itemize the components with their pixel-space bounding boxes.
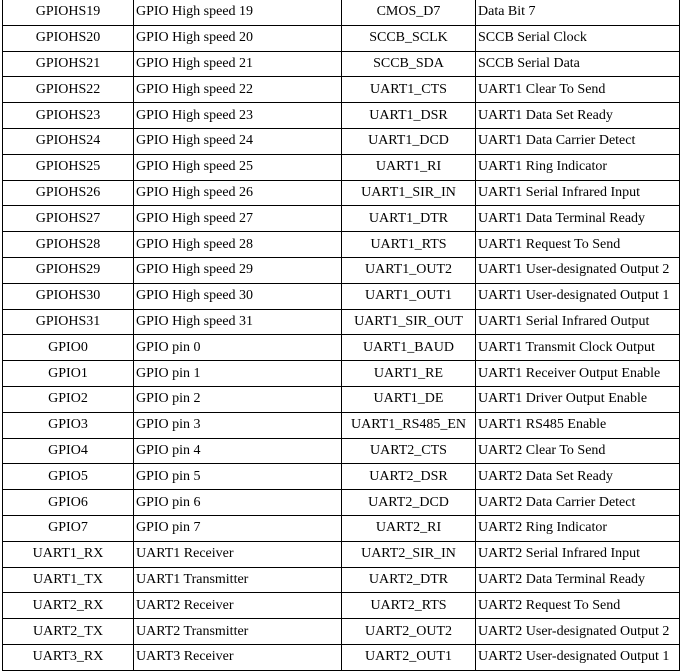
function-name-cell: UART2_TX: [3, 619, 134, 645]
function-description-cell: UART1 Clear To Send: [476, 77, 680, 103]
function-name-cell: UART1_RI: [342, 154, 476, 180]
function-description-cell: GPIO High speed 26: [134, 180, 342, 206]
function-description-cell: UART1 User-designated Output 1: [476, 283, 680, 309]
function-name-cell: UART2_DCD: [342, 490, 476, 516]
function-name-cell: UART1_RS485_EN: [342, 412, 476, 438]
function-name-cell: UART1_DTR: [342, 206, 476, 232]
function-name-cell: UART2_RI: [342, 515, 476, 541]
function-description-cell: GPIO High speed 21: [134, 51, 342, 77]
function-description-cell: UART1 Transmitter: [134, 567, 342, 593]
pin-function-table: [2, 0, 680, 671]
function-description-cell: UART1 RS485 Enable: [476, 412, 680, 438]
function-description-cell: UART1 Data Carrier Detect: [476, 128, 680, 154]
function-name-cell: UART1_SIR_IN: [342, 180, 476, 206]
function-description-cell: UART3 Receiver: [134, 644, 342, 670]
function-name-cell: GPIO0: [3, 335, 134, 361]
function-name-cell: UART1_CTS: [342, 77, 476, 103]
function-name-cell: GPIOHS21: [3, 51, 134, 77]
table-row: [3, 412, 680, 438]
function-description-cell: GPIO High speed 23: [134, 103, 342, 129]
function-description-cell: Data Bit 7: [476, 0, 680, 25]
function-name-cell: GPIOHS25: [3, 154, 134, 180]
function-description-cell: GPIO pin 5: [134, 464, 342, 490]
function-description-cell: UART1 Request To Send: [476, 232, 680, 258]
function-description-cell: GPIO High speed 25: [134, 154, 342, 180]
function-name-cell: GPIO7: [3, 515, 134, 541]
table-row: [3, 464, 680, 490]
function-name-cell: GPIO2: [3, 386, 134, 412]
function-name-cell: GPIO1: [3, 361, 134, 387]
function-description-cell: GPIO pin 6: [134, 490, 342, 516]
function-name-cell: UART1_DCD: [342, 128, 476, 154]
function-description-cell: UART2 Ring Indicator: [476, 515, 680, 541]
table-row: [3, 232, 680, 258]
table-row: [3, 180, 680, 206]
table-row: [3, 128, 680, 154]
function-name-cell: GPIOHS29: [3, 257, 134, 283]
table-row: [3, 593, 680, 619]
function-name-cell: UART1_RX: [3, 541, 134, 567]
table-row: [3, 103, 680, 129]
table-row: [3, 438, 680, 464]
function-name-cell: GPIOHS22: [3, 77, 134, 103]
table-row: [3, 515, 680, 541]
function-description-cell: UART2 Data Terminal Ready: [476, 567, 680, 593]
function-name-cell: UART2_RX: [3, 593, 134, 619]
function-description-cell: GPIO pin 1: [134, 361, 342, 387]
table-body: [3, 0, 680, 670]
table-row: [3, 619, 680, 645]
function-description-cell: GPIO High speed 20: [134, 25, 342, 51]
function-name-cell: UART2_SIR_IN: [342, 541, 476, 567]
table-row: [3, 283, 680, 309]
table-row: [3, 361, 680, 387]
function-description-cell: UART1 Data Terminal Ready: [476, 206, 680, 232]
function-description-cell: GPIO pin 2: [134, 386, 342, 412]
function-description-cell: UART1 Driver Output Enable: [476, 386, 680, 412]
function-description-cell: SCCB Serial Data: [476, 51, 680, 77]
function-description-cell: GPIO High speed 31: [134, 309, 342, 335]
function-description-cell: UART2 Clear To Send: [476, 438, 680, 464]
table-row: [3, 206, 680, 232]
function-name-cell: GPIOHS26: [3, 180, 134, 206]
function-description-cell: UART1 Receiver Output Enable: [476, 361, 680, 387]
function-description-cell: UART1 Ring Indicator: [476, 154, 680, 180]
function-name-cell: UART1_DSR: [342, 103, 476, 129]
function-description-cell: GPIO High speed 27: [134, 206, 342, 232]
function-name-cell: UART1_RE: [342, 361, 476, 387]
function-name-cell: GPIOHS20: [3, 25, 134, 51]
function-description-cell: UART2 Serial Infrared Input: [476, 541, 680, 567]
function-name-cell: UART2_OUT2: [342, 619, 476, 645]
function-name-cell: GPIOHS19: [3, 0, 134, 25]
function-description-cell: UART1 User-designated Output 2: [476, 257, 680, 283]
function-description-cell: UART2 User-designated Output 2: [476, 619, 680, 645]
function-name-cell: GPIOHS24: [3, 128, 134, 154]
table-row: [3, 386, 680, 412]
function-description-cell: UART1 Receiver: [134, 541, 342, 567]
table-row: [3, 0, 680, 25]
table-row: [3, 25, 680, 51]
function-name-cell: UART1_TX: [3, 567, 134, 593]
function-name-cell: UART2_OUT1: [342, 644, 476, 670]
function-description-cell: GPIO High speed 30: [134, 283, 342, 309]
function-name-cell: UART2_CTS: [342, 438, 476, 464]
function-name-cell: UART1_RTS: [342, 232, 476, 258]
function-name-cell: GPIOHS31: [3, 309, 134, 335]
function-name-cell: UART1_BAUD: [342, 335, 476, 361]
function-name-cell: GPIOHS23: [3, 103, 134, 129]
table-row: [3, 490, 680, 516]
function-description-cell: GPIO High speed 22: [134, 77, 342, 103]
function-name-cell: UART2_DTR: [342, 567, 476, 593]
table-row: [3, 51, 680, 77]
function-description-cell: GPIO High speed 19: [134, 0, 342, 25]
function-name-cell: UART3_RX: [3, 644, 134, 670]
function-name-cell: GPIOHS30: [3, 283, 134, 309]
function-description-cell: GPIO pin 4: [134, 438, 342, 464]
function-name-cell: CMOS_D7: [342, 0, 476, 25]
function-description-cell: SCCB Serial Clock: [476, 25, 680, 51]
function-description-cell: UART2 Data Carrier Detect: [476, 490, 680, 516]
function-name-cell: GPIO6: [3, 490, 134, 516]
table-row: [3, 77, 680, 103]
function-name-cell: SCCB_SDA: [342, 51, 476, 77]
table-row: [3, 541, 680, 567]
table-row: [3, 154, 680, 180]
table-row: [3, 257, 680, 283]
function-name-cell: GPIO3: [3, 412, 134, 438]
function-name-cell: SCCB_SCLK: [342, 25, 476, 51]
function-description-cell: UART2 Transmitter: [134, 619, 342, 645]
function-name-cell: GPIO5: [3, 464, 134, 490]
function-description-cell: GPIO High speed 29: [134, 257, 342, 283]
function-description-cell: UART1 Serial Infrared Output: [476, 309, 680, 335]
function-description-cell: GPIO High speed 24: [134, 128, 342, 154]
function-description-cell: UART1 Transmit Clock Output: [476, 335, 680, 361]
function-name-cell: GPIO4: [3, 438, 134, 464]
function-description-cell: UART1 Serial Infrared Input: [476, 180, 680, 206]
function-name-cell: GPIOHS27: [3, 206, 134, 232]
function-description-cell: UART2 Request To Send: [476, 593, 680, 619]
function-description-cell: GPIO pin 7: [134, 515, 342, 541]
table-row: [3, 309, 680, 335]
table-row: [3, 567, 680, 593]
table-row: [3, 335, 680, 361]
function-name-cell: UART2_RTS: [342, 593, 476, 619]
function-name-cell: UART1_OUT1: [342, 283, 476, 309]
function-description-cell: UART1 Data Set Ready: [476, 103, 680, 129]
function-name-cell: UART2_DSR: [342, 464, 476, 490]
function-description-cell: UART2 Data Set Ready: [476, 464, 680, 490]
function-description-cell: UART2 User-designated Output 1: [476, 644, 680, 670]
function-description-cell: UART2 Receiver: [134, 593, 342, 619]
function-name-cell: UART1_DE: [342, 386, 476, 412]
function-name-cell: UART1_SIR_OUT: [342, 309, 476, 335]
function-name-cell: GPIOHS28: [3, 232, 134, 258]
function-description-cell: GPIO pin 0: [134, 335, 342, 361]
function-name-cell: UART1_OUT2: [342, 257, 476, 283]
function-description-cell: GPIO High speed 28: [134, 232, 342, 258]
function-description-cell: GPIO pin 3: [134, 412, 342, 438]
table-row: [3, 644, 680, 670]
